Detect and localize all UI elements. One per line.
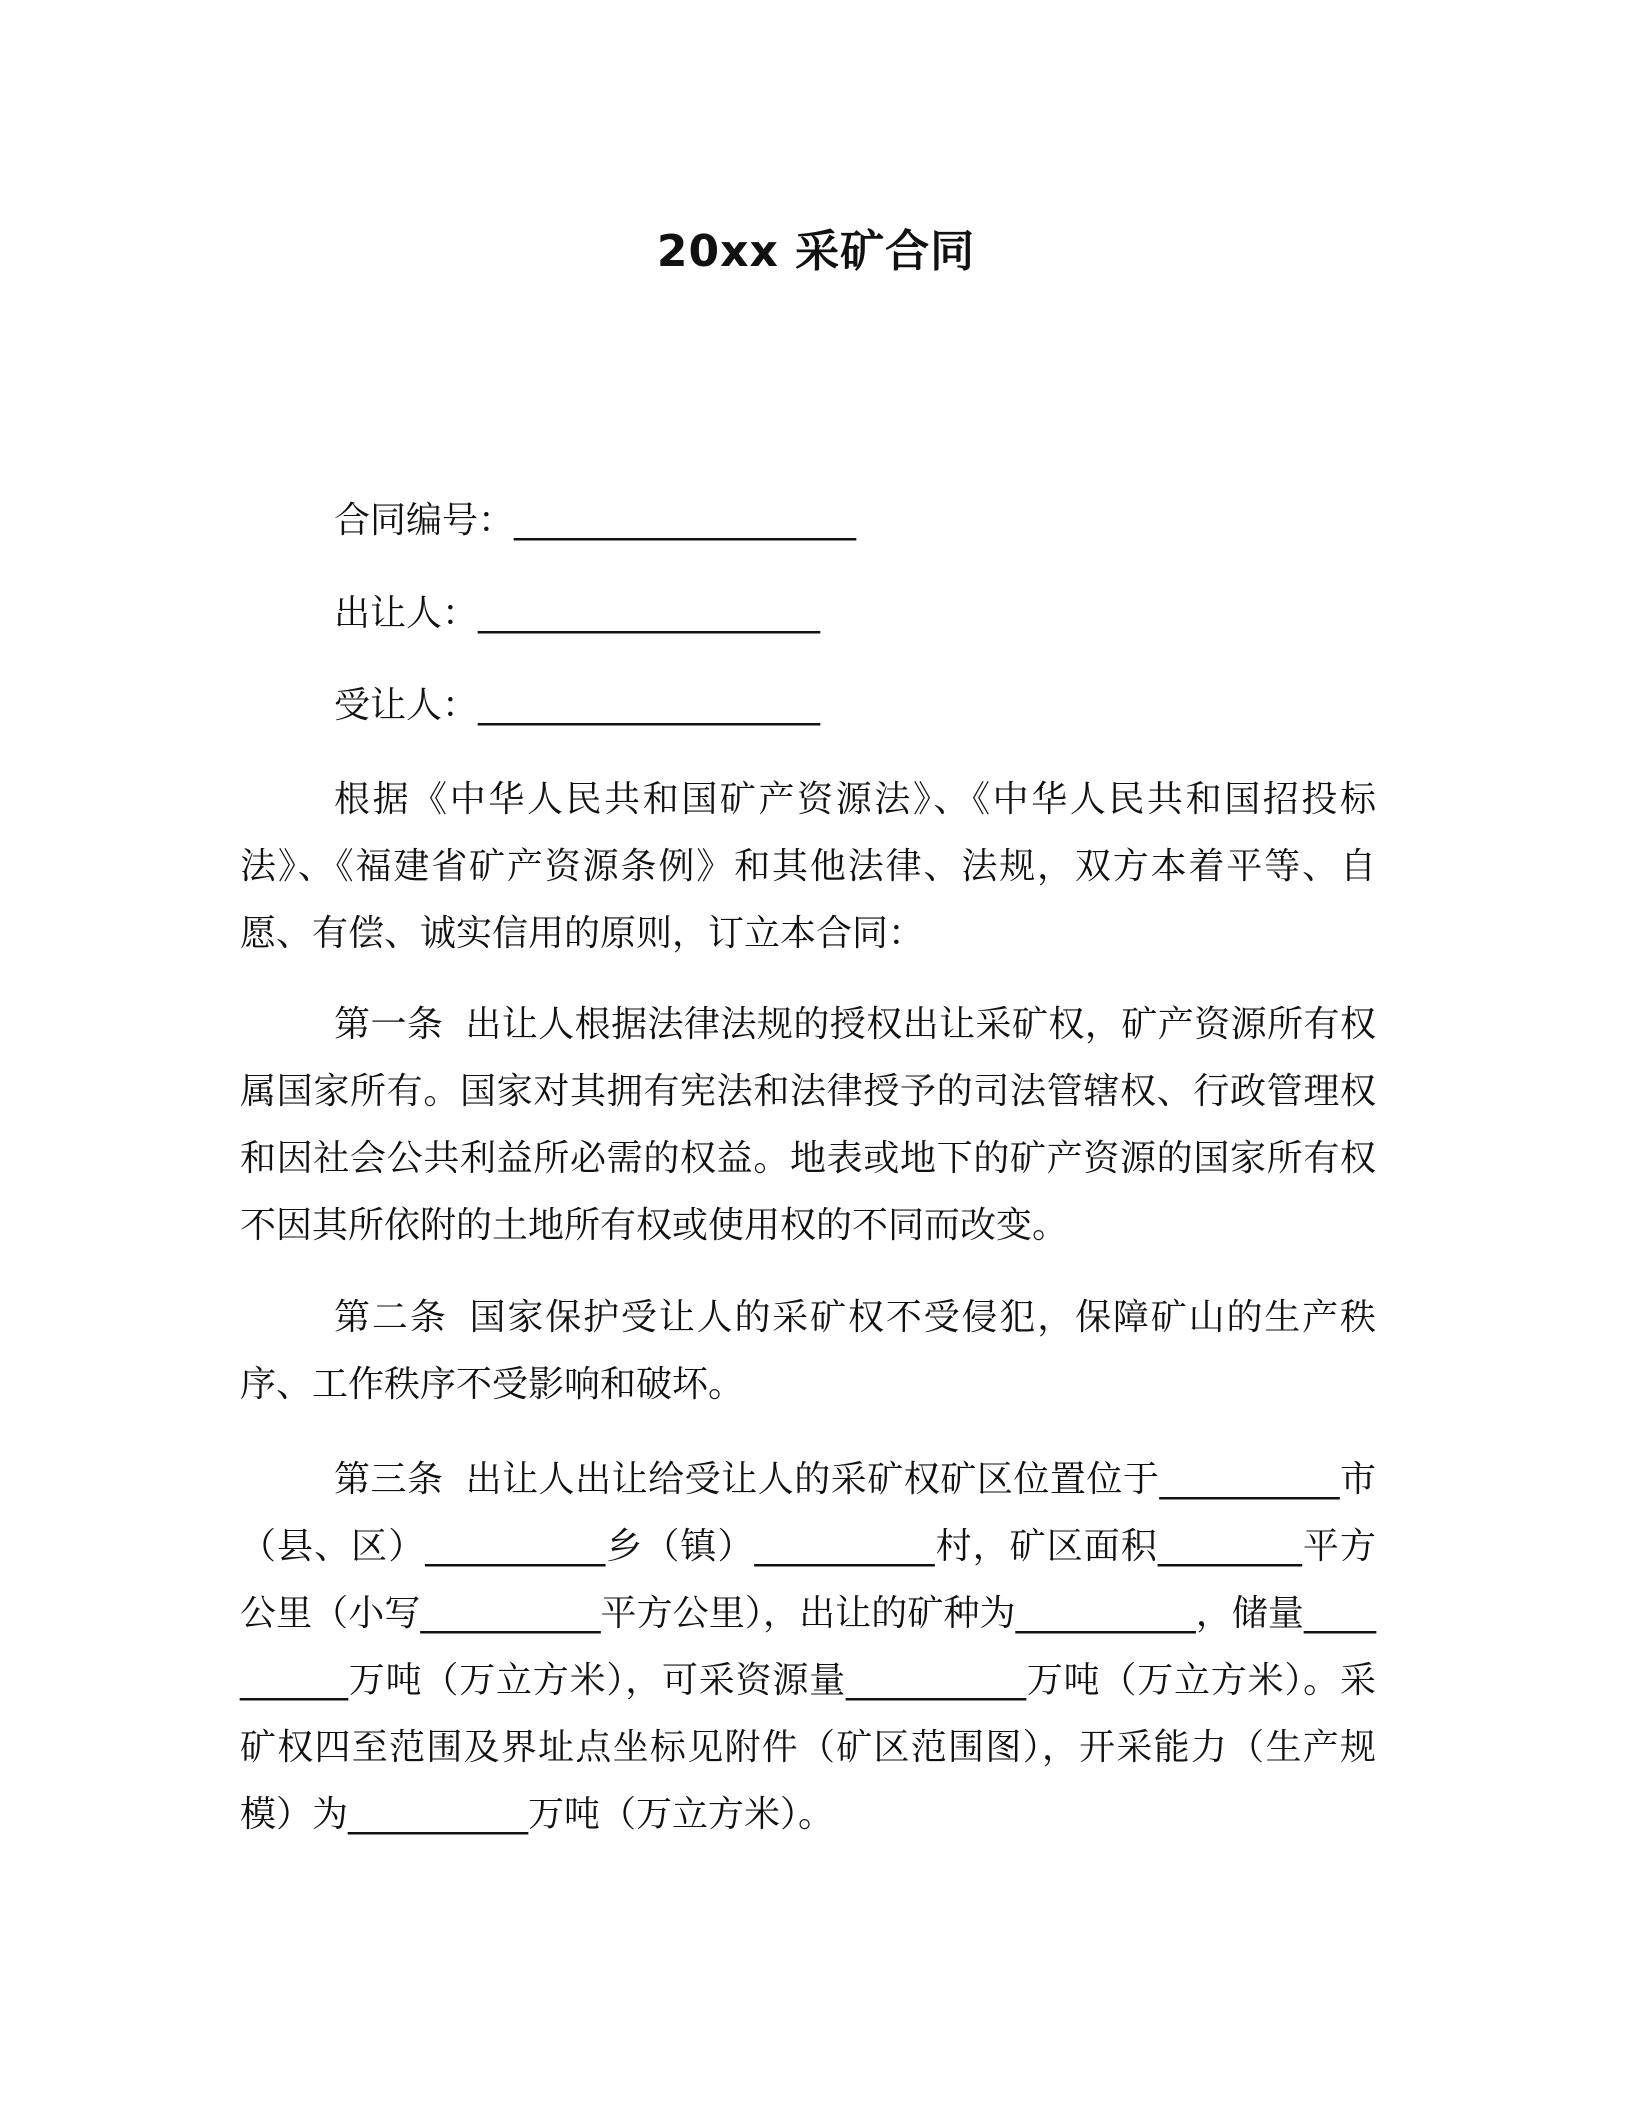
transferee-label: 受让人：	[334, 685, 479, 726]
transferor-blank: ___________________	[478, 593, 821, 634]
clause-1-paragraph	[240, 991, 1376, 1259]
clause-1-text: 出让人根据法律法规的授权出让采矿权，矿产资源所有权属国家所有。国家对其拥有宪法和法律授予的司法管辖权、行政管理权和因社会公共利益所必需的权益。地表或地下的矿产资源的国家所有权不因其所依附的土地所有权或使用权的不同而改变。	[240, 1004, 1376, 1246]
clause-1-label: 第一条	[334, 1004, 444, 1045]
transferor-field	[334, 590, 820, 638]
clause-2-paragraph	[240, 1284, 1376, 1418]
transferee-blank: ___________________	[478, 685, 821, 726]
transferor-label: 出让人：	[334, 593, 479, 634]
document-title: 20xx 采矿合同	[656, 226, 976, 277]
contract-number-field	[334, 497, 856, 545]
clause-2-text: 国家保护受让人的采矿权不受侵犯，保障矿山的生产秩序、工作秩序不受影响和破坏。	[240, 1297, 1376, 1405]
clause-2-label: 第二条	[334, 1297, 448, 1338]
transferee-field	[334, 682, 820, 730]
clause-3-text: 出让人出让给受让人的采矿权矿区位置位于__________市（县、区）__________乡（镇）__________村，矿区面积________平方公里（小写__________平方公里），出让的矿种为__________，储量__________万吨（万立方米），可采资源量__________万吨（万立方米）。采矿权四至范围及界址点坐标见附件（矿区范围图），开采能力（生产规模）为__________万吨（万立方米）。	[240, 1459, 1376, 1835]
preamble-paragraph: 根据《中华人民共和国矿产资源法》、《中华人民共和国招投标法》、《福建省矿产资源条例》和其他法律、法规，双方本着平等、自愿、有偿、诚实信用的原则，订立本合同：	[240, 779, 1376, 954]
clause-3-label: 第三条	[334, 1459, 444, 1500]
contract-number-label: 合同编号：	[334, 500, 515, 541]
contract-number-blank: ___________________	[514, 500, 857, 541]
clause-3-paragraph	[240, 1446, 1376, 1848]
